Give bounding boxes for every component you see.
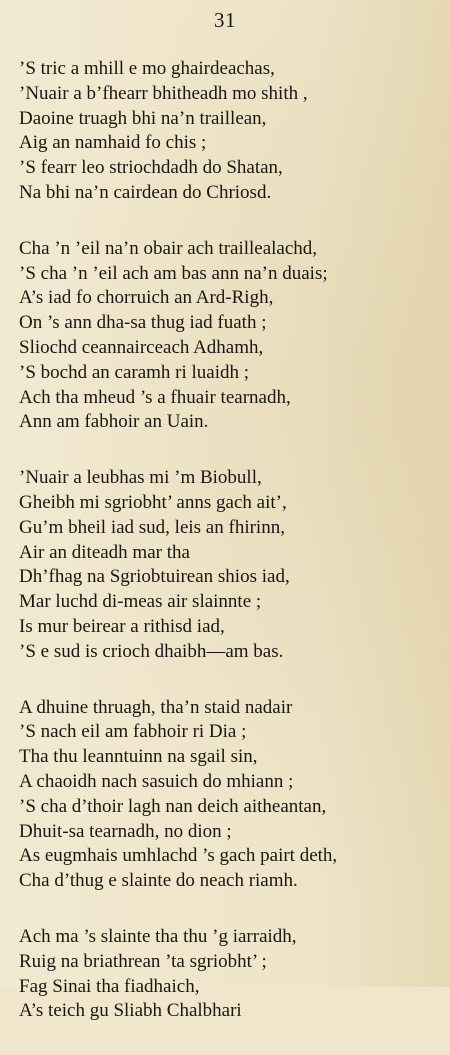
verse-line: Aig an namhaid fo chis ;	[19, 132, 207, 154]
verse-line: Ruig na briathrean ’ta sgriobht’ ;	[19, 950, 267, 972]
verse-line: ’S tric a mhill e mo ghairdeachas,	[19, 58, 275, 79]
verse-line: Fag Sinai tha fiadhaich,	[19, 975, 200, 997]
verse-line: Gu’m bheil iad sud, leis an fhirinn,	[19, 516, 285, 538]
poem	[19, 57, 439, 1055]
stanza-5	[19, 925, 439, 1024]
verse-line: ’S bochd an caramh ri luaidh ;	[19, 361, 250, 383]
verse-line: Mar luchd di-meas air slainnte ;	[19, 591, 262, 613]
stanza-4	[19, 696, 439, 894]
verse-line: Ach ma ’s slainte tha thu ’g iarraidh,	[19, 925, 297, 947]
verse-line: ’S cha d’thoir lagh nan deich aitheantan,	[19, 795, 327, 817]
verse-line: Cha d’thug e slainte do neach riamh.	[19, 870, 298, 892]
verse-line: ’S cha ’n ’eil ach am bas ann na’n duais;	[19, 262, 328, 284]
verse-line: On ’s ann dha-sa thug iad fuath ;	[19, 312, 267, 334]
verse-line: ’S nach eil am fabhoir ri Dia ;	[19, 721, 247, 743]
verse-line: As eugmhais umhlachd ’s gach pairt deth,	[19, 845, 338, 867]
verse-line: Is mur beirear a rithisd iad,	[19, 615, 225, 637]
verse-line: ’S fearr leo striochdadh do Shatan,	[19, 157, 283, 179]
verse-line: ’S e sud is crioch dhaibh—am bas.	[19, 640, 284, 662]
verse-line: Daoine truagh bhi na’n traillean,	[19, 107, 267, 129]
verse-line: Sliochd ceannairceach Adhamh,	[19, 336, 264, 358]
page-number: 31	[214, 8, 236, 32]
verse-line: Tha thu leanntuinn na sgail sin,	[19, 746, 258, 768]
stanza-1	[19, 57, 439, 206]
verse-line: ’Nuair a b’fhearr bhitheadh mo shith ,	[19, 82, 308, 104]
verse-line: A’s iad fo chorruich an Ard-Righ,	[19, 287, 274, 309]
stanza-3	[19, 466, 439, 664]
verse-line: Dh’fhag na Sgriobtuirean shios iad,	[19, 566, 290, 588]
verse-line: Dhuit-sa tearnadh, no dion ;	[19, 820, 232, 842]
verse-line: Air an diteadh mar tha	[19, 541, 190, 563]
verse-line: A chaoidh nach sasuich do mhiann ;	[19, 770, 294, 792]
verse-line: Gheibh mi sgriobht’ anns gach ait’,	[19, 491, 287, 513]
verse-line: Cha ’n ’eil na’n obair ach traillealachd,	[19, 237, 318, 259]
verse-line: Na bhi na’n cairdean do Chriosd.	[19, 181, 272, 203]
verse-line: A’s teich gu Sliabh Chalbhari	[19, 1000, 242, 1022]
verse-line: Ann am fabhoir an Uain.	[19, 411, 209, 433]
verse-line: A dhuine thruagh, tha’n staid nadair	[19, 696, 293, 718]
verse-line: Ach tha mheud ’s a fhuair tearnadh,	[19, 386, 291, 408]
stanza-2	[19, 237, 439, 435]
verse-line: ’Nuair a leubhas mi ’m Biobull,	[19, 467, 262, 489]
